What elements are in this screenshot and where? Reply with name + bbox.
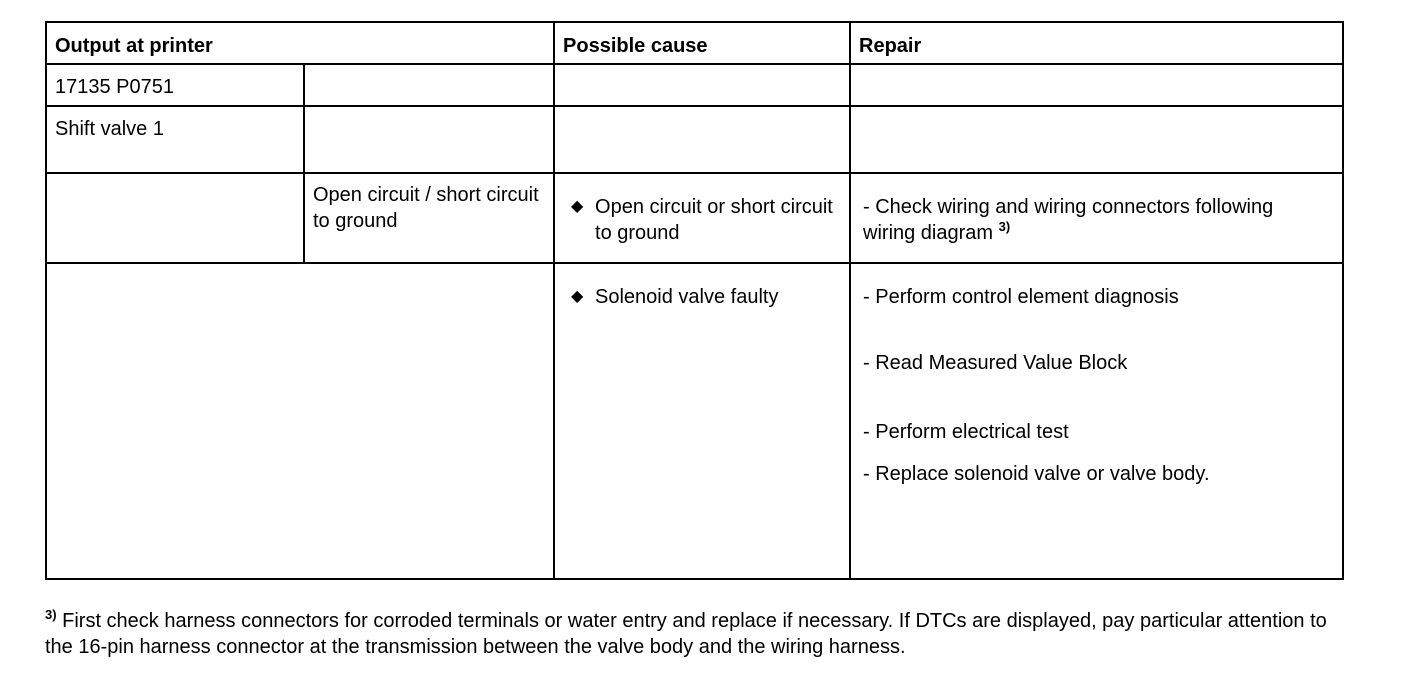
cause-cell [554,263,850,579]
footnote-marker: 3) [45,607,57,622]
table-row [46,263,1343,579]
empty-cell [850,64,1343,106]
cause-cell [554,173,850,263]
empty-cell [304,64,554,106]
fault-condition-cell [304,173,554,263]
empty-cell [46,263,554,579]
repair-item: - Replace solenoid valve or valve body. [863,463,1210,485]
cause-item [555,174,849,246]
diamond-bullet-icon: ◆ [571,198,584,215]
cause-item [555,264,849,310]
header-row [46,22,1343,64]
empty-cell [554,64,850,106]
footnote [45,608,1345,660]
repair-text: - Check wiring and wiring connectors following wiring diagram [863,196,1274,244]
diagnostic-table [45,21,1344,580]
dtc-code-cell [46,64,304,106]
diamond-bullet-icon: ◆ [571,288,584,305]
component-name: Shift valve 1 [55,118,164,140]
repair-cell [850,263,1343,579]
repair-item: - Read Measured Value Block [863,352,1128,374]
header-repair: Repair [850,22,1343,64]
fault-condition: Open circuit / short circuit to ground [313,184,539,232]
component-cell [46,106,304,173]
header-possible-cause: Possible cause [554,22,850,64]
empty-cell [304,106,554,173]
header-output-at-printer: Output at printer [46,22,554,64]
table-row [46,64,1343,106]
table-row [46,173,1343,263]
empty-cell [46,173,304,263]
repair-cell [850,173,1343,263]
cause-text: Solenoid valve faulty [595,286,779,308]
dtc-code: 17135 P0751 [55,76,175,98]
cause-text: Open circuit or short circuit to ground [595,196,833,244]
empty-cell [554,106,850,173]
repair-item: - Perform control element diagnosis [863,286,1179,308]
table-row [46,106,1343,173]
repair-item [851,174,1342,246]
empty-cell [850,106,1343,173]
footnote-ref: 3) [998,219,1011,234]
footnote-text: First check harness connectors for corroded terminals or water entry and replace if necessary. If DTCs are displayed, pay particular attention to the 16-pin harness connector at the transmission between the valve body and the wiring harness. [45,610,1327,658]
repair-item: - Perform electrical test [863,421,1069,443]
